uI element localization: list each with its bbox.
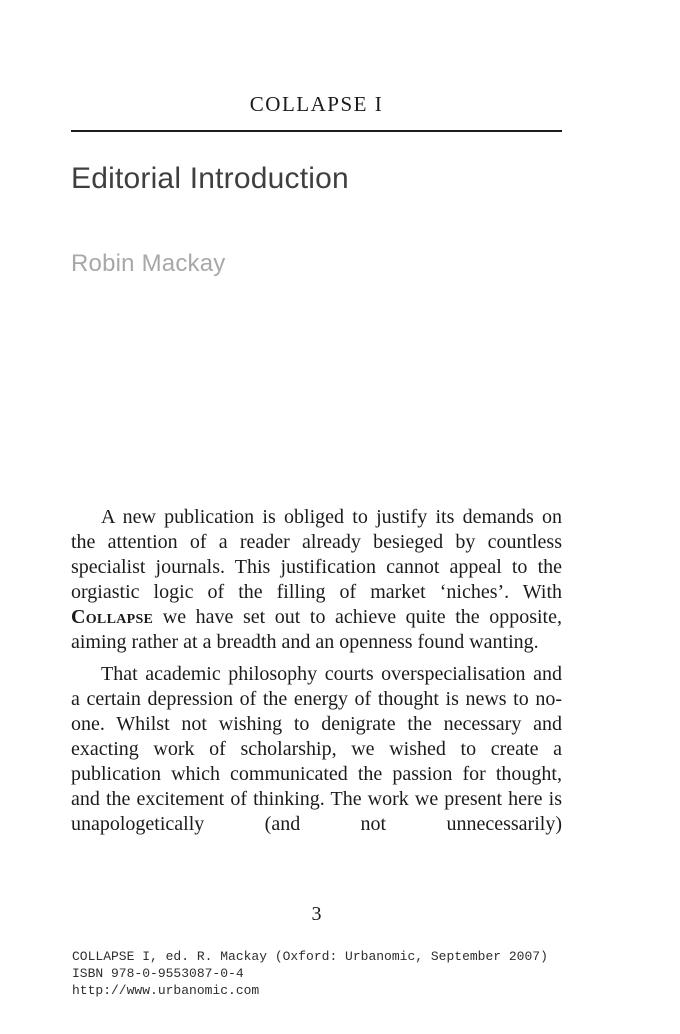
footer-line: COLLAPSE I, ed. R. Mackay (Oxford: Urbanomic, September 2007) xyxy=(72,949,548,964)
journal-header: COLLAPSE I xyxy=(249,92,384,116)
text-run: That academic philosophy courts overspecialisation and a certain depression of the energy of thought is news to no-one. Whilst not wishing to denigrate the necessary and exacting work of scholarship, we wished to create a publication which communicated the passion for thought, and the excitement of thinking. The work we present here is unapologetically (and not unnecessarily) xyxy=(71,663,562,835)
text-run: A new publication is obliged to justify its demands on the attention of a reader already besieged by countless specialist journals. This justification cannot appeal to the orgiastic logic of the filling of market ‘niches’. With xyxy=(71,506,562,603)
author-name: Robin Mackay xyxy=(71,250,226,277)
page-number: 3 xyxy=(311,903,322,925)
article-title: Editorial Introduction xyxy=(71,162,349,195)
header-rule xyxy=(71,130,562,132)
footer-citation xyxy=(72,948,632,999)
body-text xyxy=(71,505,562,837)
text-run: we have set out to achieve quite the opposite, aiming rather at a breadth and an openness found wanting. xyxy=(71,606,562,653)
footer-line: http://www.urbanomic.com xyxy=(72,983,260,998)
footer-line: ISBN 978-0-9553087-0-4 xyxy=(72,966,244,981)
journal-name-smallcaps: Collapse xyxy=(71,606,154,628)
paragraph xyxy=(71,662,562,837)
paragraph xyxy=(71,505,562,655)
